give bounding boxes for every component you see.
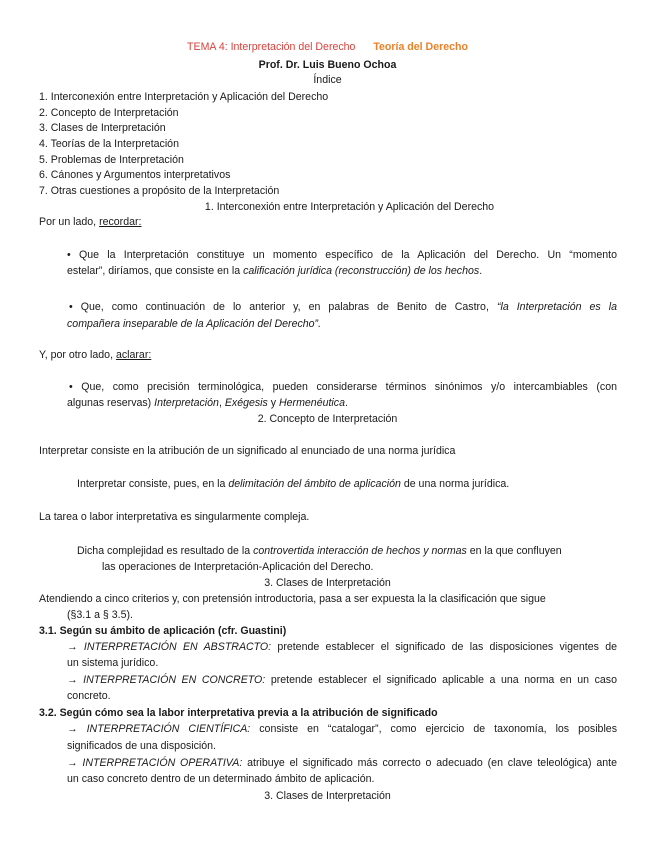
s1-bullet-3-line-2: algunas reservas) Interpretación, Exégesis y Hermenéutica. — [67, 397, 348, 409]
s3-item-operativa-line-1: → INTERPRETACIÓN OPERATIVA: atribuye el significado más correcto o adecuado (en clave teleológica) ante — [67, 757, 617, 769]
s1-y-clause: Y, por otro lado, aclarar: — [39, 349, 152, 361]
s2-para-1: Interpretar consiste en la atribución de un significado al enunciado de una norma jurídica — [39, 445, 456, 457]
toc-item: 7. Otras cuestiones a propósito de la Interpretación — [39, 185, 280, 197]
toc-item: 4. Teorías de la Interpretación — [39, 138, 179, 150]
toc-item: 6. Cánones y Argumentos interpretativos — [39, 169, 231, 181]
s1-bullet-1-line-1: • Que la Interpretación constituye un momento específico de la Aplicación del Derecho. Un “momento — [67, 249, 617, 261]
toc-item: 3. Clases de Interpretación — [39, 122, 166, 134]
s3-item-abstracto-line-1: → INTERPRETACIÓN EN ABSTRACTO: pretende establecer el significado de las disposiciones vigentes de — [67, 641, 618, 653]
subject-title: Teoría del Derecho — [373, 41, 468, 53]
toc-item: 1. Interconexión entre Interpretación y Aplicación del Derecho — [39, 91, 329, 103]
tema-title: TEMA 4: Interpretación del Derecho — [187, 41, 356, 53]
index-title: Índice — [313, 74, 342, 86]
section-1-title: 1. Interconexión entre Interpretación y Aplicación del Derecho — [204, 201, 495, 213]
professor-name: Prof. Dr. Luis Bueno Ochoa — [258, 59, 397, 71]
section-2-title: 2. Concepto de Interpretación — [257, 413, 398, 425]
s2-para-3: La tarea o labor interpretativa es singularmente compleja. — [39, 511, 310, 523]
s1-intro: Por un lado, recordar: — [39, 216, 142, 228]
s3-item-cientifica-line-2: significados de una disposición. — [67, 740, 216, 752]
s3-item-concreto-line-2: concreto. — [67, 690, 111, 702]
toc-item: 5. Problemas de Interpretación — [39, 154, 184, 166]
s1-bullet-2-line-2: compañera inseparable de la Aplicación del Derecho”. — [67, 318, 322, 330]
section-3-title: 3. Clases de Interpretación — [264, 577, 391, 589]
document-header — [0, 41, 655, 54]
s1-bullet-3-line-1: • Que, como precisión terminológica, pueden considerarse términos sinónimos y/o intercambiables (con — [69, 381, 617, 393]
s2-para-2: Interpretar consiste, pues, en la delimitación del ámbito de aplicación de una norma jurídica. — [77, 478, 510, 490]
s1-bullet-2-line-1: • Que, como continuación de lo anterior y, en palabras de Benito de Castro, “la Interpretación es la — [69, 301, 617, 313]
s3-item-cientifica-line-1: → INTERPRETACIÓN CIENTÍFICA: consiste en “catalogar”, como ejercicio de taxonomía, los posibles — [67, 723, 617, 735]
toc-item: 2. Concepto de Interpretación — [39, 107, 179, 119]
s1-bullet-1-line-2: estelar”, diríamos, que consiste en la calificación jurídica (reconstrucción) de los hechos. — [67, 265, 483, 277]
s3-heading-3-1: 3.1. Según su ámbito de aplicación (cfr. Guastini) — [39, 625, 287, 637]
s3-item-abstracto-line-2: un sistema jurídico. — [67, 657, 159, 669]
s3-intro-line-1: Atendiendo a cinco criterios y, con pretensión introductoria, pasa a ser expuesta la la clasificación que sigue — [39, 593, 546, 605]
s3-intro-line-2: (§3.1 a § 3.5). — [67, 609, 133, 621]
section-3-footer-title: 3. Clases de Interpretación — [264, 790, 391, 802]
s2-para-4-line-1: Dicha complejidad es resultado de la controvertida interacción de hechos y normas en la que confluyen — [77, 545, 562, 557]
s3-item-concreto-line-1: → INTERPRETACIÓN EN CONCRETO: pretende establecer el significado aplicable a una norma en un caso — [67, 674, 618, 686]
s3-heading-3-2: 3.2. Según cómo sea la labor interpretativa previa a la atribución de significado — [39, 707, 438, 719]
s2-para-4-line-2: las operaciones de Interpretación-Aplicación del Derecho. — [102, 561, 374, 573]
s3-item-operativa-line-2: un caso concreto dentro de un determinado ámbito de aplicación. — [67, 773, 375, 785]
